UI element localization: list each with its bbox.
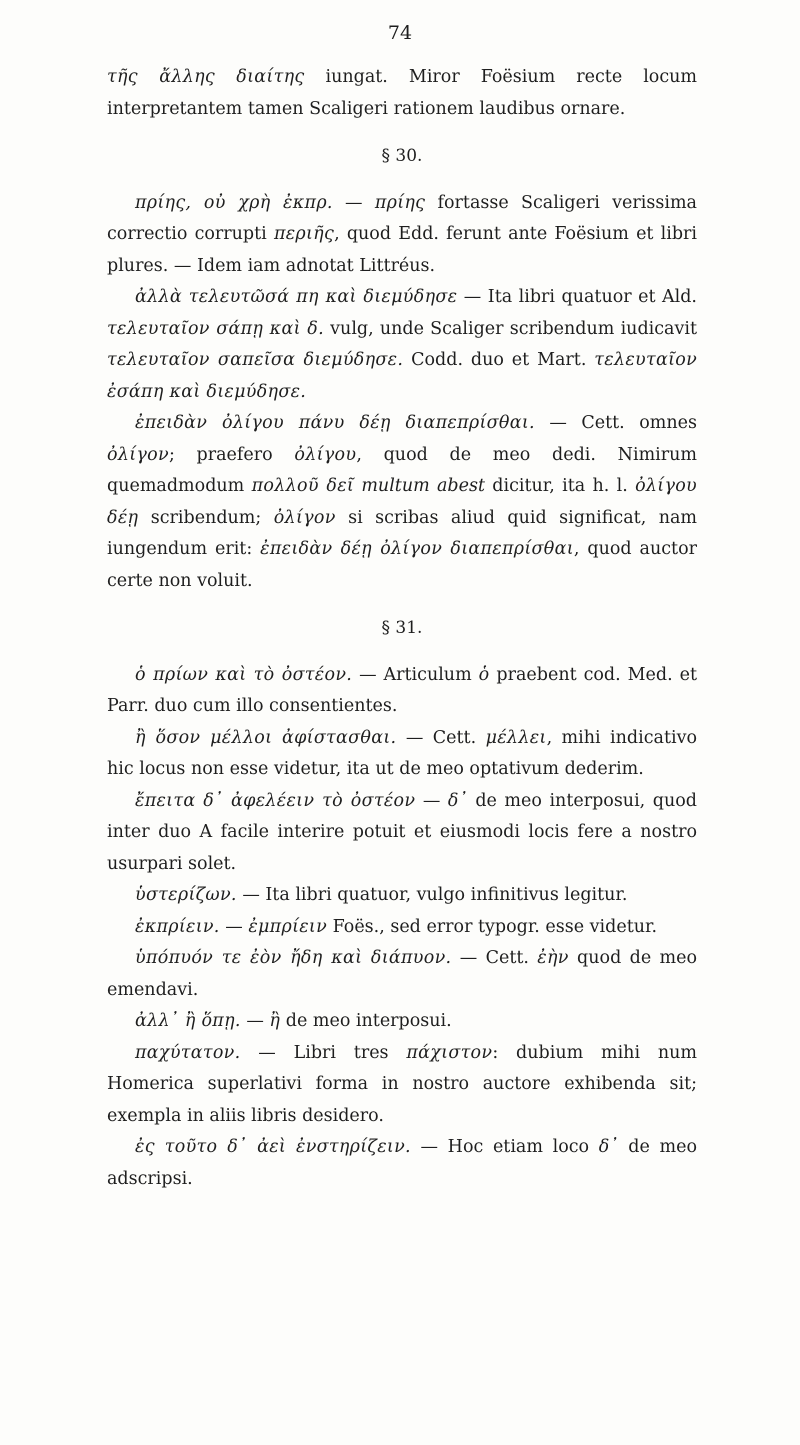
- greek-text: ἐμπρίειν: [248, 916, 328, 937]
- latin-text: — Cett. omnes: [534, 413, 697, 433]
- greek-text: ὁ: [478, 664, 490, 685]
- latin-text: si scribas aliud quid significat, nam iungendum erit:: [107, 507, 697, 559]
- note-entry: [107, 1006, 697, 1038]
- latin-text: iungat. Miror Foësium recte locum interpretantem tamen Scaligeri rationem laudibus ornare.: [107, 67, 697, 119]
- latin-text: — Ita libri quatuor et Ald.: [457, 287, 697, 307]
- latin-text: de meo interposui.: [280, 1011, 452, 1031]
- latin-text: — Hoc etiam loco: [410, 1137, 599, 1157]
- lemma: πρίης, οὐ χρὴ ἐκπρ.: [135, 192, 333, 213]
- greek-text: ἐὴν: [537, 948, 569, 968]
- latin-italic: multum abest: [354, 476, 486, 496]
- latin-text: , quod Edd. ferunt ante Foësium et libri plures. — Idem iam adnotat Littréus.: [107, 224, 698, 276]
- section-heading-30: § 30.: [381, 146, 423, 166]
- latin-text: — Ita libri quatuor, vulgo infinitivus legitur.: [236, 885, 628, 905]
- lemma: ὁ πρίων καὶ τὸ ὀστέον.: [135, 664, 353, 685]
- note-entry: [107, 1132, 697, 1195]
- latin-text: —: [219, 916, 249, 937]
- latin-text: de meo interposui, quod inter duo A facile interire potuit et eiusmodi locis fere a nostro usurpari solet.: [107, 790, 697, 874]
- lemma: ὑπόπυόν τε ἐὸν ἤδη καὶ διάπυον.: [135, 948, 452, 968]
- lemma: ἐκπρίειν.: [135, 916, 220, 937]
- note-entry: [107, 880, 697, 912]
- greek-text: πολλοῦ δεῖ: [251, 476, 355, 496]
- latin-text: — Cett.: [451, 948, 538, 968]
- greek-text: ὀλίγου: [294, 444, 357, 465]
- lemma: ἔπειτα δ᾽ ἀφελέειν τὸ ὀστέον: [135, 790, 416, 811]
- note-entry: [107, 408, 697, 597]
- greek-text: τελευταῖον σάπῃ καὶ δ.: [107, 318, 324, 339]
- latin-text: —: [415, 790, 448, 811]
- greek-text: ὀλίγον: [107, 444, 169, 465]
- greek-text: περιῆς: [273, 224, 335, 244]
- latin-text: dicitur, ita h. l.: [485, 476, 636, 496]
- latin-text: —: [240, 1011, 270, 1031]
- latin-text: de meo adscripsi.: [107, 1137, 697, 1189]
- latin-text: — Libri tres: [240, 1042, 407, 1063]
- latin-text: quod de meo emendavi.: [107, 948, 697, 1000]
- greek-text: τῆς ἄλλης διαίτης: [107, 67, 305, 87]
- greek-text: μέλλει: [485, 727, 547, 748]
- latin-text: , mihi indicativo hic locus non esse videtur, ita ut de meo optativum dederim.: [107, 727, 698, 779]
- lemma: ὑστερίζων.: [135, 885, 237, 905]
- latin-text: —: [332, 192, 375, 213]
- page-number: 74: [387, 22, 413, 44]
- greek-text: πάχιστον: [406, 1042, 493, 1063]
- latin-text: vulg, unde Scaliger scribendum iudicavit: [323, 318, 697, 339]
- greek-text: τελευταῖον σαπεῖσα διεμύδησε.: [107, 350, 404, 370]
- lemma: ἢ ὅσον μέλλοι ἀφίστασθαι.: [135, 727, 397, 748]
- latin-text: , quod de meo dedi. Nimirum quemadmodum: [107, 444, 697, 496]
- section-heading-31: § 31.: [381, 618, 423, 638]
- lemma: ἀλλ᾽ ἢ ὅπῃ.: [135, 1011, 241, 1031]
- greek-text: τελευταῖον ἐσάπη καὶ διεμύδησε.: [107, 350, 698, 402]
- note-entry: [107, 723, 697, 786]
- greek-text: ἢ: [269, 1011, 281, 1031]
- latin-text: — Articulum: [352, 664, 479, 685]
- lemma: ἀλλὰ τελευτῶσά πη καὶ διεμύδησε: [135, 287, 458, 307]
- paragraph-continuation: [107, 62, 697, 125]
- latin-text: Codd. duo et Mart.: [403, 350, 595, 370]
- greek-text: δ᾽: [598, 1137, 619, 1157]
- page-body: [107, 62, 697, 1195]
- lemma: παχύτατον.: [135, 1042, 241, 1063]
- latin-text: fortasse Scaligeri verissima correctio corrupti: [107, 192, 697, 244]
- latin-text: scribendum;: [138, 507, 274, 528]
- lemma: ἐς τοῦτο δ᾽ ἀεὶ ἐνστηρίζειν.: [135, 1137, 411, 1157]
- greek-text: ὀλίγον: [273, 507, 336, 528]
- latin-text: : dubium mihi num Homerica superlativi forma in nostro auctore exhibenda sit; exempla in aliis libris desidero.: [107, 1042, 697, 1126]
- greek-text: δ᾽: [447, 790, 468, 811]
- note-entry: [107, 786, 697, 881]
- note-entry: [107, 188, 697, 283]
- latin-text: ; praefero: [168, 444, 295, 465]
- latin-text: , quod auctor certe non voluit.: [107, 539, 697, 591]
- greek-text: πρίης: [374, 192, 426, 213]
- latin-text: — Cett.: [396, 727, 486, 748]
- note-entry: [107, 943, 697, 1006]
- greek-text: ἐπειδὰν δέῃ ὀλίγον διαπεπρίσθαι: [260, 539, 574, 559]
- note-entry: [107, 1038, 697, 1133]
- note-entry: [107, 912, 697, 944]
- latin-text: Foës., sed error typogr. esse videtur.: [327, 916, 658, 937]
- latin-text: praebent cod. Med. et Parr. duo cum illo consentientes.: [107, 664, 697, 716]
- greek-text: ὀλίγου δέῃ: [107, 476, 697, 528]
- note-entry: [107, 660, 697, 723]
- lemma: ἐπειδὰν ὀλίγου πάνυ δέῃ διαπεπρίσθαι.: [135, 413, 535, 433]
- note-entry: [107, 282, 697, 408]
